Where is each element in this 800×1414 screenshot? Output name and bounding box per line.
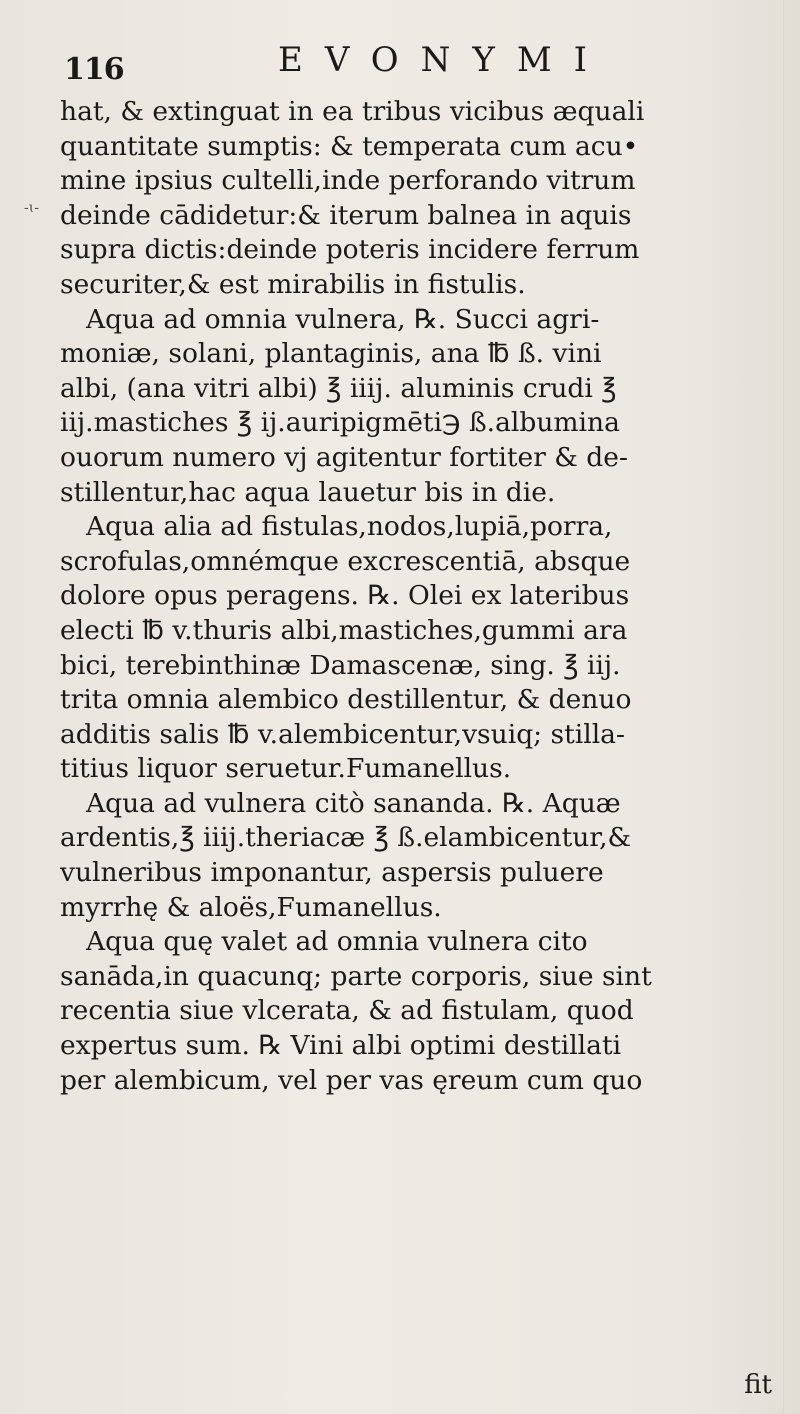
text-line: ardentis,℥ iiij.theriacæ ℥ ß.elambicentur,& bbox=[60, 822, 632, 854]
text-line: iij.mastiches ℥ ij.auripigmēti℈ ß.albumina bbox=[60, 407, 620, 439]
text-line: mine ipsius cultelli,inde perforando vitrum bbox=[60, 165, 636, 197]
page-edge bbox=[783, 0, 794, 1414]
text-line: albi, (ana vitri albi) ℥ iiij. aluminis crudi ℥ bbox=[60, 372, 617, 404]
text-line: quantitate sumptis: & temperata cum acu• bbox=[60, 130, 639, 162]
page-number: 116 bbox=[64, 52, 124, 87]
catchword: fit bbox=[744, 1370, 772, 1400]
text-line: supra dictis:deinde poteris incidere ferrum bbox=[60, 234, 640, 266]
text-line: electi ℔ v.thuris albi,mastiches,gummi ara bbox=[60, 614, 628, 646]
text-line: hat, & extinguat in ea tribus vicibus æquali bbox=[60, 96, 645, 127]
margin-mark: -ɩ- bbox=[24, 200, 39, 216]
text-line: bici, terebinthinæ Damascenæ, sing. ℥ iij. bbox=[60, 649, 621, 681]
recipe-heading-line: Aqua alia ad fistulas,nodos,lupiā,porra, bbox=[86, 511, 613, 543]
recipe-heading-line: Aqua quę valet ad omnia vulnera cito bbox=[86, 926, 588, 958]
text-line: securiter,& est mirabilis in fistulis. bbox=[60, 268, 526, 300]
text-line: myrrhę & aloës,Fumanellus. bbox=[60, 891, 442, 923]
text-line: sanāda,in quacunq; parte corporis, siue sint bbox=[60, 960, 652, 992]
text-line: trita omnia alembico destillentur, & denuo bbox=[60, 684, 632, 716]
text-line: moniæ, solani, plantaginis, ana ℔ ß. vini bbox=[60, 338, 602, 370]
body-text bbox=[60, 95, 772, 1098]
text-line: vulneribus imponantur, aspersis puluere bbox=[60, 857, 604, 889]
recipe-heading-line: Aqua ad vulnera citò sananda. ℞. Aquæ bbox=[86, 787, 621, 819]
recipe-heading-line: Aqua ad omnia vulnera, ℞. Succi agri- bbox=[86, 303, 600, 335]
text-line: scrofulas,omnémque excrescentiā, absque bbox=[60, 545, 631, 577]
page-header bbox=[60, 38, 760, 88]
text-line: stillentur,hac aqua lauetur bis in die. bbox=[60, 476, 556, 508]
text-line: per alembicum, vel per vas ęreum cum quo bbox=[60, 1064, 643, 1096]
text-line: recentia siue vlcerata, & ad fistulam, quod bbox=[60, 995, 634, 1027]
text-line: ouorum numero vj agitentur fortiter & de- bbox=[60, 441, 628, 473]
text-line: expertus sum. ℞ Vini albi optimi destillati bbox=[60, 1030, 622, 1062]
text-line: deinde cādidetur:& iterum balnea in aquis bbox=[60, 199, 632, 231]
text-line: additis salis ℔ v.alembicentur,vsuiq; stilla- bbox=[60, 718, 625, 750]
running-title: EVONYMI bbox=[278, 40, 610, 80]
text-line: titius liquor seruetur.Fumanellus. bbox=[60, 753, 512, 785]
text-line: dolore opus peragens. ℞. Olei ex lateribus bbox=[60, 580, 630, 612]
